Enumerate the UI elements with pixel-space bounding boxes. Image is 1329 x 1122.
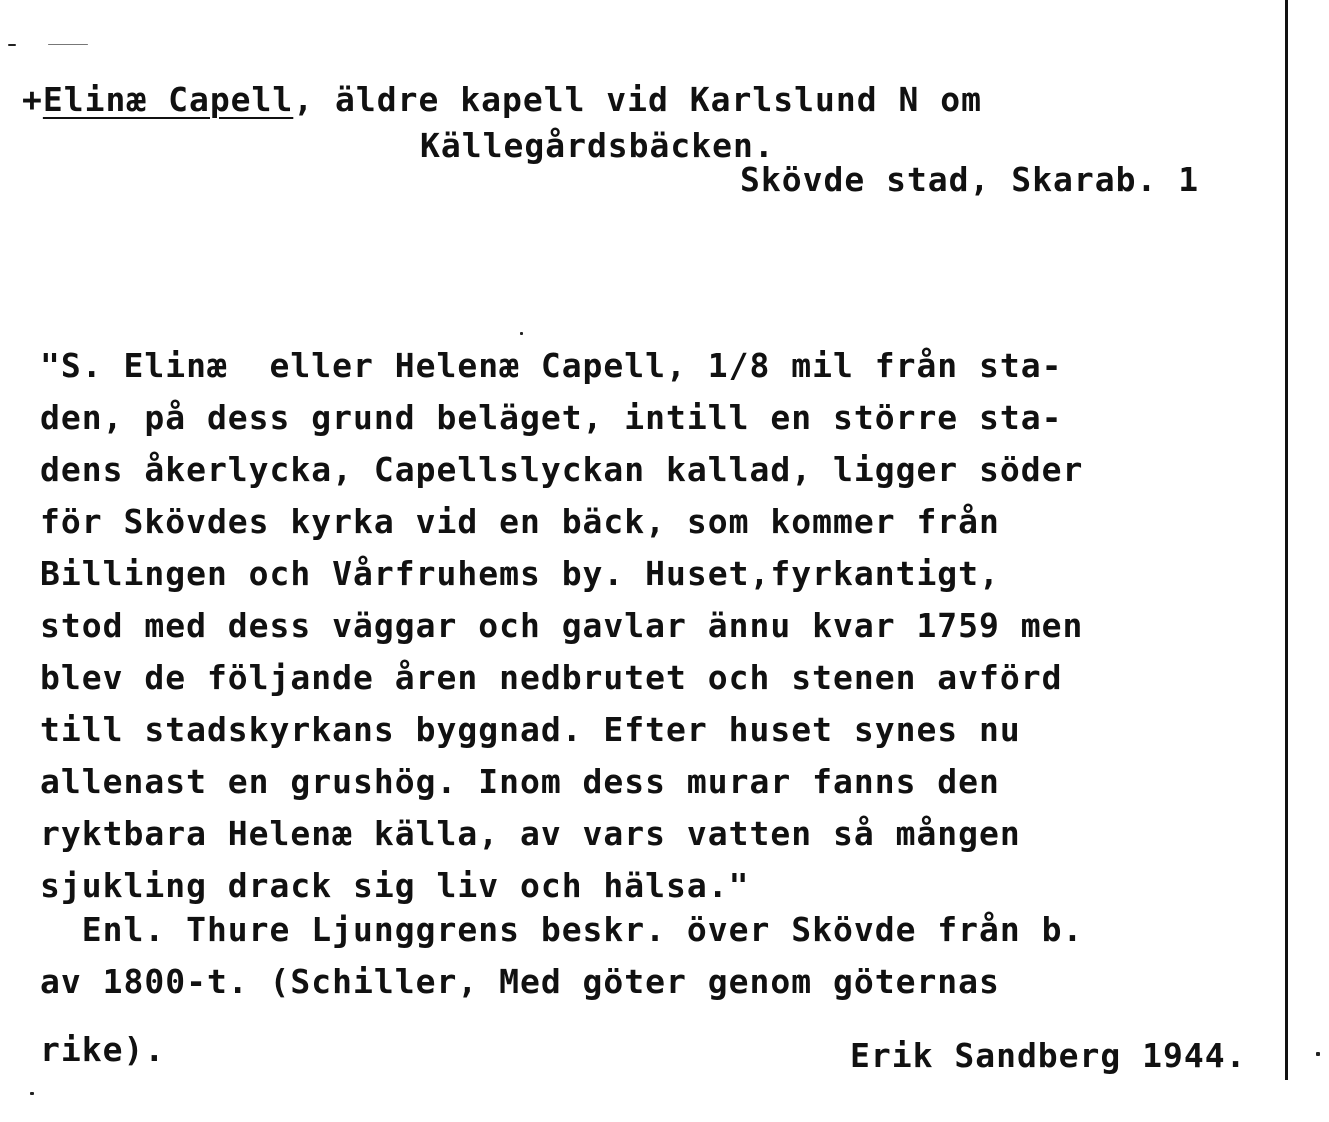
scan-speck	[30, 1092, 34, 1095]
quote-line: allenast en grushög. Inom dess murar fanns den	[40, 762, 1000, 801]
source-line: Enl. Thure Ljunggrens beskr. över Skövde från b.	[40, 910, 1084, 949]
quote-line: den, på dess grund beläget, intill en större sta-	[40, 398, 1063, 437]
heading-line-2: Källegårdsbäcken.	[420, 126, 775, 165]
heading-marker: +	[22, 80, 43, 119]
scan-speck	[8, 44, 16, 46]
heading-rest: , äldre kapell vid Karlslund N om	[293, 80, 982, 119]
scan-speck	[48, 44, 88, 45]
card-edge-line	[1285, 0, 1288, 1080]
quote-line: stod med dess väggar och gavlar ännu kvar 1759 men	[40, 606, 1084, 645]
quote-line: dens åkerlycka, Capellslyckan kallad, ligger söder	[40, 450, 1084, 489]
heading-title: Elinæ Capell	[42, 80, 294, 119]
scan-speck	[1316, 1052, 1320, 1056]
quote-line: ryktbara Helenæ källa, av vars vatten så mången	[40, 814, 1021, 853]
heading-location: Skövde stad, Skarab. 1	[740, 160, 1200, 199]
source-line: rike).	[40, 1030, 166, 1069]
quote-line: Billingen och Vårfruhems by. Huset,fyrkantigt,	[40, 554, 1000, 593]
source-line: av 1800-t. (Schiller, Med göter genom göternas	[40, 962, 1000, 1001]
scan-speck	[520, 332, 523, 335]
quote-line: för Skövdes kyrka vid en bäck, som kommer från	[40, 502, 1000, 541]
quote-line: till stadskyrkans byggnad. Efter huset synes nu	[40, 710, 1021, 749]
quote-line: sjukling drack sig liv och hälsa."	[40, 866, 750, 905]
heading-line-1	[22, 80, 982, 120]
signature: Erik Sandberg 1944.	[850, 1036, 1247, 1075]
quote-line: blev de följande åren nedbrutet och stenen avförd	[40, 658, 1063, 697]
quote-line: "S. Elinæ eller Helenæ Capell, 1/8 mil från sta-	[40, 346, 1063, 385]
